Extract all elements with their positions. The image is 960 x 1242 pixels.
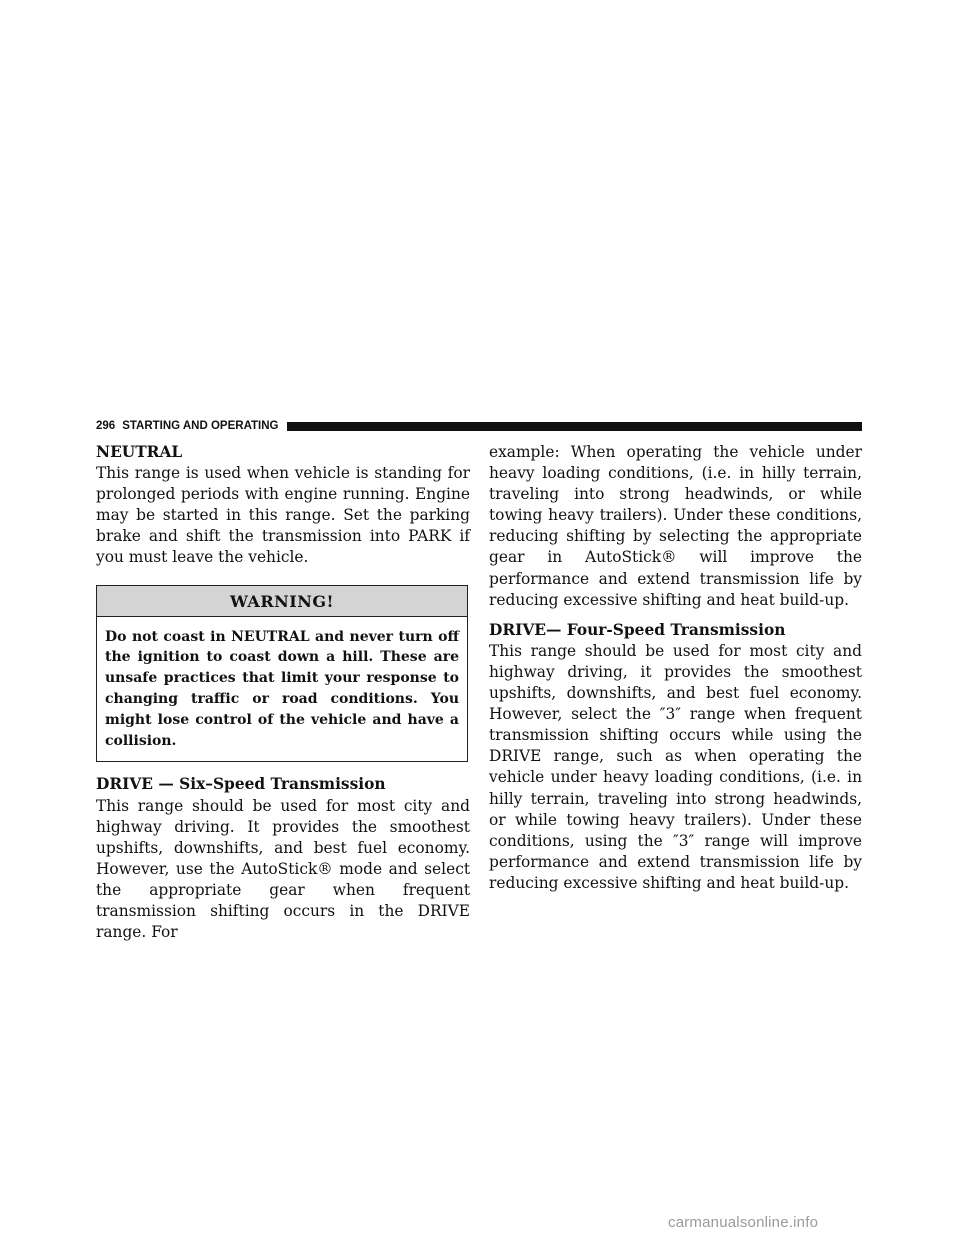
watermark: carmanualsonline.info [668, 1214, 819, 1231]
page-header [96, 418, 862, 434]
warning-box [96, 585, 468, 763]
drive-six-speed-paragraph-continued: example: When operating the vehicle under heavy loading conditions, (i.e. in hilly terrain, traveling into strong headwinds, or while towing heavy trailers). Under these conditions, reducing shifting by selecting the appropriate gear in AutoStick® will improve the performance and extend transmission life by reducing excessive shifting and heat build-up. [489, 443, 862, 609]
right-column [489, 442, 862, 894]
warning-text: Do not coast in NEUTRAL and never turn off the ignition to coast down a hill. These are unsafe practices that limit your response to changing traffic or road conditions. You might lose control of the vehicle and have a collision. [105, 628, 459, 749]
left-column [96, 442, 470, 943]
neutral-heading: NEUTRAL [96, 443, 183, 461]
drive-four-speed-paragraph: This range should be used for most city and highway driving, it provides the smoothest upshifts, downshifts, and best fuel economy. However, select the ″3″ range when frequent transmission shifting occurs while using the DRIVE range, such as when operating the vehicle under heavy loading conditions, (i.e. in hilly terrain, traveling into strong headwinds, or while towing heavy trailers). Under these conditions, using the ″3″ range will improve performance and extend transmission life by reducing excessive shifting and heat build-up. [489, 641, 862, 892]
neutral-paragraph: This range is used when vehicle is standing for prolonged periods with engine running. Engine may be started in this range. Set the parking brake and shift the transmission into PARK if you must leave the vehicle. [96, 464, 470, 567]
header-rule [287, 422, 863, 431]
drive-six-speed-heading: DRIVE — Six–Speed Transmission [96, 775, 386, 794]
section-title: STARTING AND OPERATING [122, 420, 279, 432]
page-number: 296 [96, 420, 116, 432]
drive-four-speed-heading: DRIVE— Four-Speed Transmission [489, 620, 786, 639]
warning-title: WARNING! [97, 586, 467, 617]
drive-six-speed-paragraph: This range should be used for most city and highway driving. It provides the smoothest upshifts, downshifts, and best fuel economy. However, use the AutoStick® mode and select the appropriate gear when frequent transmission shifting occurs in the DRIVE range. For [96, 796, 470, 942]
